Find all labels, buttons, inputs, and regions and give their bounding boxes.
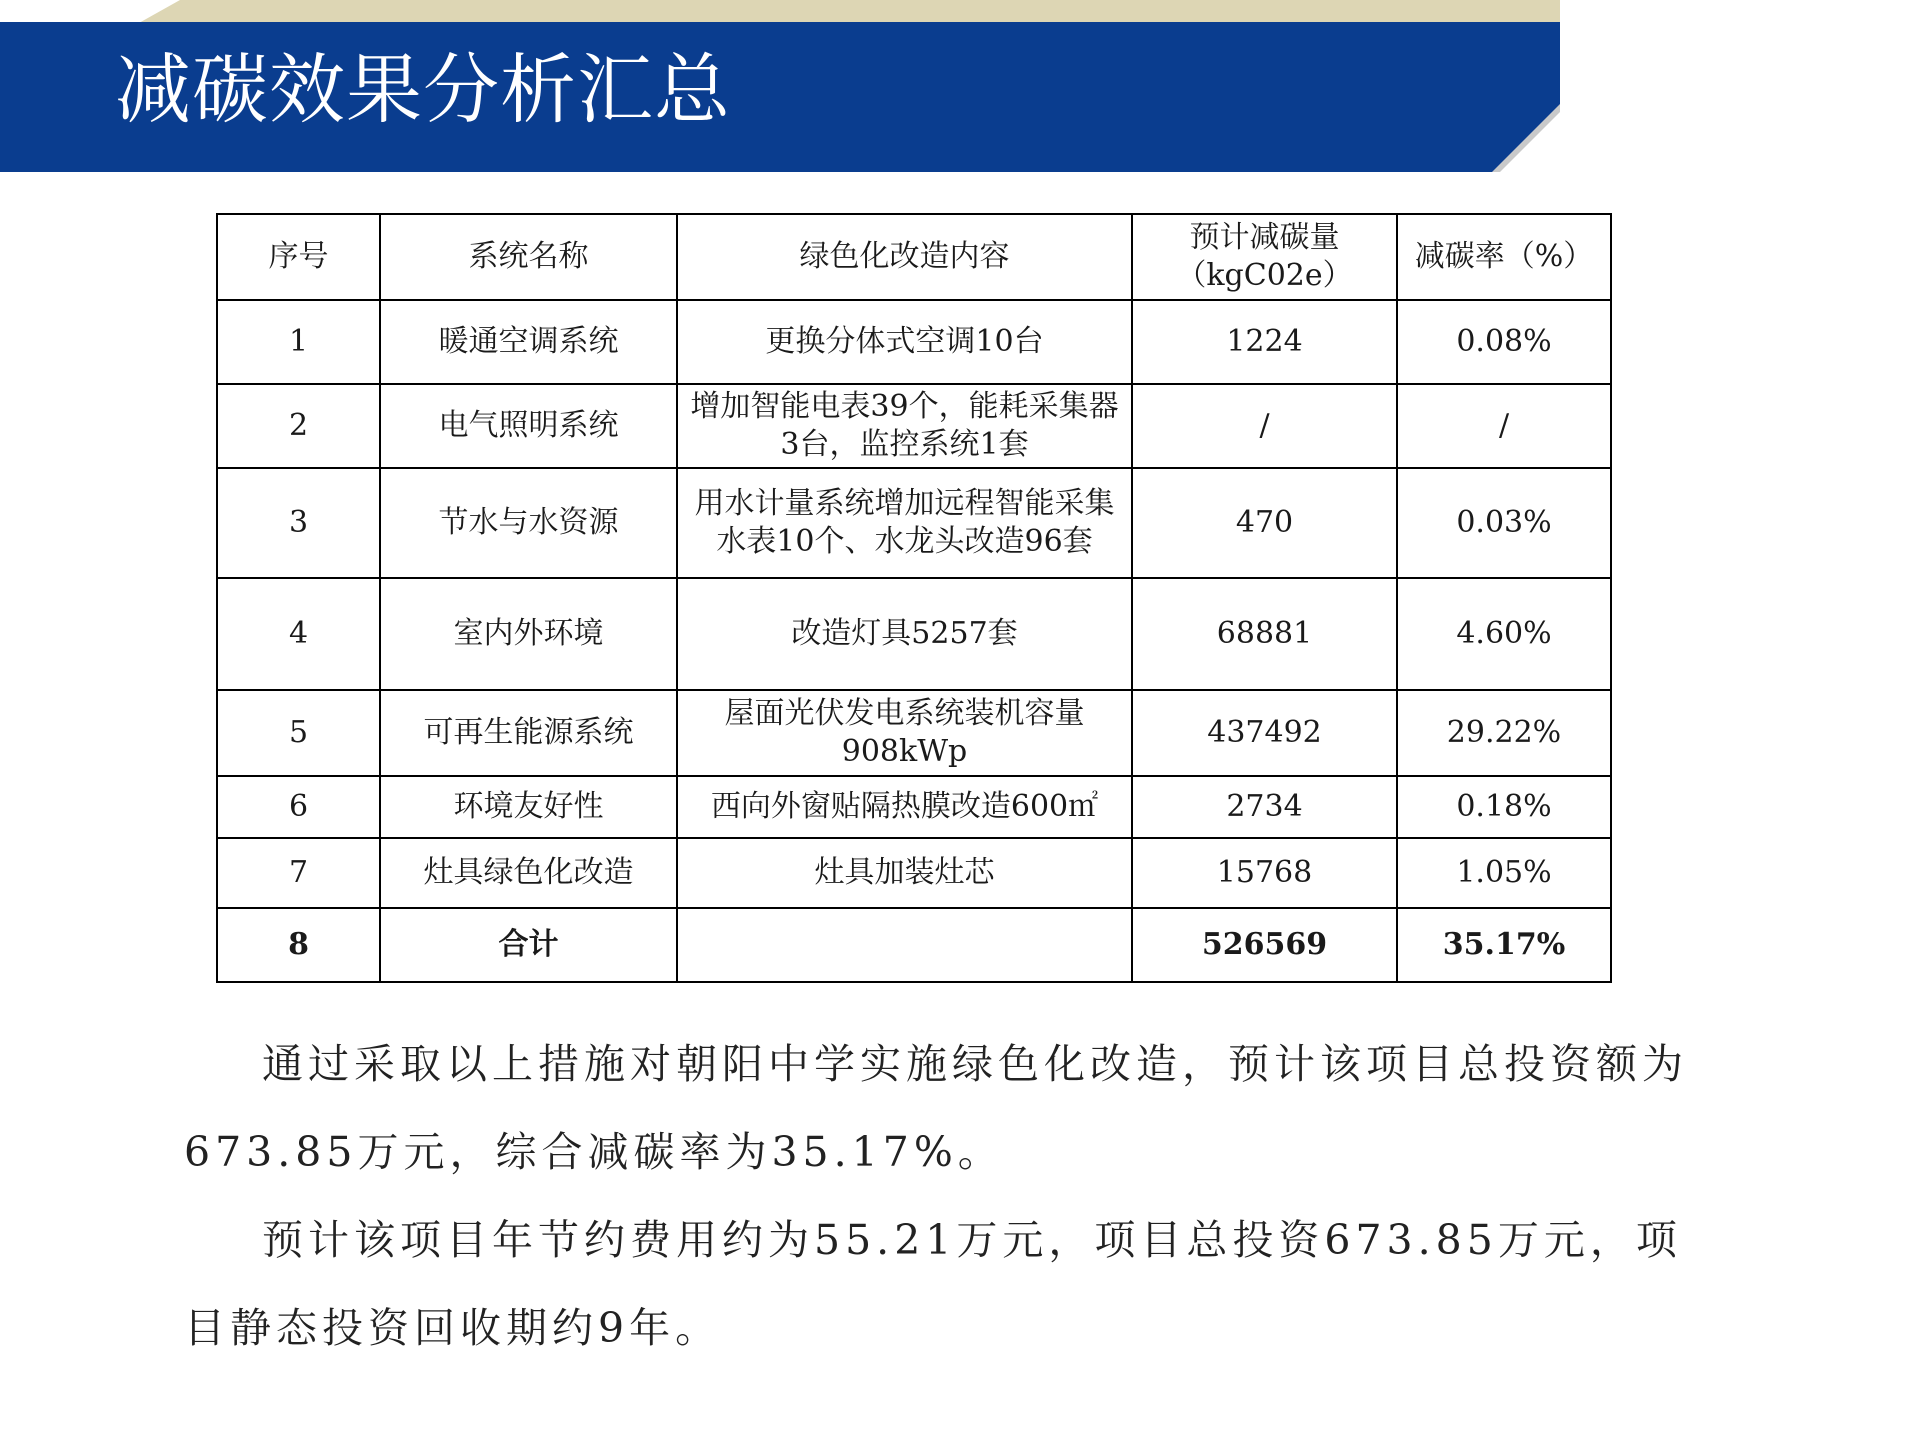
cell-no: 7: [217, 838, 380, 908]
table-row: [217, 300, 1611, 384]
table-row: [217, 384, 1611, 468]
column-header-reduction: 预计减碳量（kgC02e）: [1132, 214, 1397, 300]
cell-rate: 35.17%: [1397, 908, 1611, 982]
column-header-no: 序号: [217, 214, 380, 300]
cell-rate: 0.18%: [1397, 776, 1611, 838]
cell-reduction: 470: [1132, 468, 1397, 578]
cell-no: 5: [217, 690, 380, 776]
page-title: 减碳效果分析汇总: [115, 45, 731, 134]
cell-rate: 4.60%: [1397, 578, 1611, 690]
cell-reduction: 437492: [1132, 690, 1397, 776]
cell-no: 4: [217, 578, 380, 690]
cell-system: 可再生能源系统: [380, 690, 677, 776]
table-row: [217, 468, 1611, 578]
table-header-row: [217, 214, 1611, 300]
cell-no: 1: [217, 300, 380, 384]
cell-content: 增加智能电表39个，能耗采集器3台，监控系统1套: [677, 384, 1132, 468]
cell-reduction: 1224: [1132, 300, 1397, 384]
cell-no: 3: [217, 468, 380, 578]
column-header-system: 系统名称: [380, 214, 677, 300]
cell-reduction: 15768: [1132, 838, 1397, 908]
cell-rate: 29.22%: [1397, 690, 1611, 776]
cell-rate: /: [1397, 384, 1611, 468]
summary-paragraph-payback: 预计该项目年节约费用约为55.21万元，项目总投资673.85万元，项目静态投资回收期约9年。: [184, 1216, 1682, 1352]
cell-no: 8: [217, 908, 380, 982]
cell-reduction: 2734: [1132, 776, 1397, 838]
cell-system: 室内外环境: [380, 578, 677, 690]
cell-rate: 0.08%: [1397, 300, 1611, 384]
cell-content: 改造灯具5257套: [677, 578, 1132, 690]
cell-content: 用水计量系统增加远程智能采集水表10个、水龙头改造96套: [677, 468, 1132, 578]
summary-table-container: [216, 213, 1612, 983]
cell-reduction: 526569: [1132, 908, 1397, 982]
table-total-row: [217, 908, 1611, 982]
cell-reduction: /: [1132, 384, 1397, 468]
cell-system: 合计: [380, 908, 677, 982]
summary-text: [184, 1020, 1714, 1372]
cell-content: 西向外窗贴隔热膜改造600㎡: [677, 776, 1132, 838]
column-header-rate: 减碳率（%）: [1397, 214, 1611, 300]
cell-content: 屋面光伏发电系统装机容量908kWp: [677, 690, 1132, 776]
cell-no: 2: [217, 384, 380, 468]
cell-reduction: 68881: [1132, 578, 1397, 690]
cell-rate: 1.05%: [1397, 838, 1611, 908]
table-row: [217, 776, 1611, 838]
table-row: [217, 690, 1611, 776]
summary-paragraph-investment: 通过采取以上措施对朝阳中学实施绿色化改造，预计该项目总投资额为673.85万元，综合减碳率为35.17%。: [184, 1040, 1688, 1176]
cell-system: 灶具绿色化改造: [380, 838, 677, 908]
table-row: [217, 578, 1611, 690]
column-header-content: 绿色化改造内容: [677, 214, 1132, 300]
cell-content: 更换分体式空调10台: [677, 300, 1132, 384]
cell-system: 暖通空调系统: [380, 300, 677, 384]
cell-system: 电气照明系统: [380, 384, 677, 468]
cell-content: 灶具加装灶芯: [677, 838, 1132, 908]
cell-content: [677, 908, 1132, 982]
cell-rate: 0.03%: [1397, 468, 1611, 578]
carbon-reduction-table: [216, 213, 1612, 983]
cell-system: 节水与水资源: [380, 468, 677, 578]
cell-no: 6: [217, 776, 380, 838]
table-row: [217, 838, 1611, 908]
cell-system: 环境友好性: [380, 776, 677, 838]
